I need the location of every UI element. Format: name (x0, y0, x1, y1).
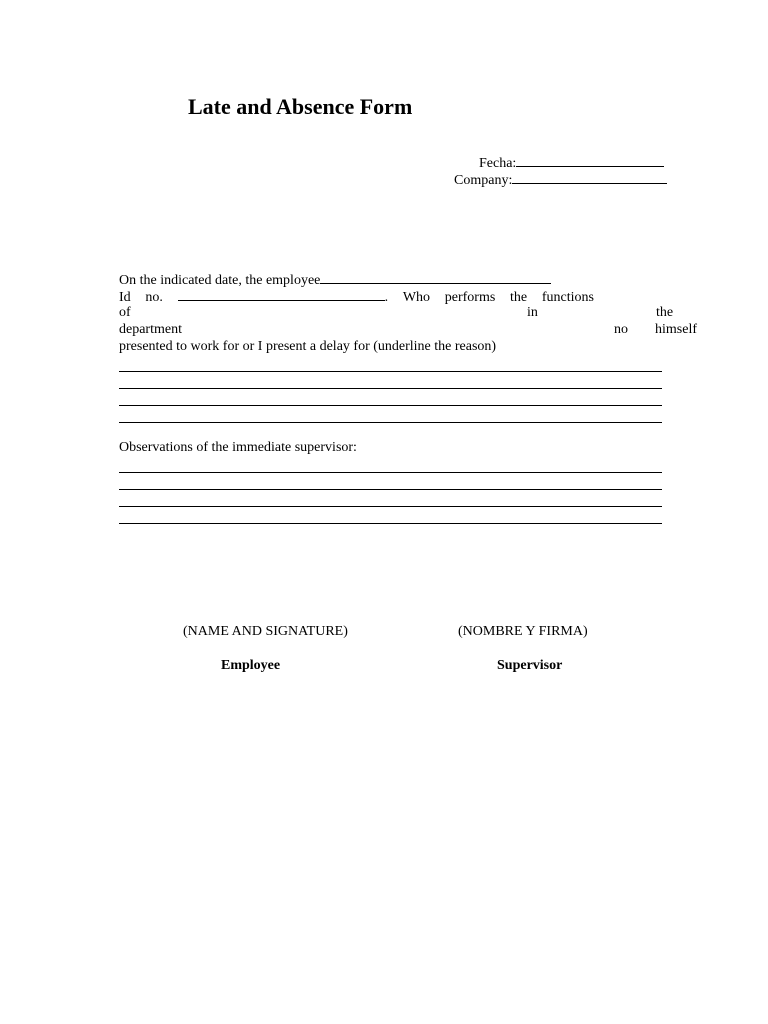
fecha-field[interactable] (516, 154, 664, 167)
id-number-field[interactable] (178, 288, 385, 301)
reason-line-2[interactable] (119, 388, 662, 389)
performs-word: performs (444, 290, 496, 305)
company-field[interactable] (512, 171, 667, 184)
observation-line-3[interactable] (119, 506, 662, 507)
reason-line-3[interactable] (119, 405, 662, 406)
no-word-2: no (614, 322, 628, 337)
of-word: of (119, 305, 131, 320)
the-word: the (510, 290, 528, 305)
employee-intro-text: On the indicated date, the employee (119, 273, 321, 288)
observation-line-4[interactable] (119, 523, 662, 524)
company-row (454, 171, 667, 189)
employee-role-label: Employee (221, 658, 281, 673)
id-row (119, 288, 594, 306)
observation-line-2[interactable] (119, 489, 662, 490)
no-word: no. (145, 290, 163, 305)
id-field-group (178, 288, 389, 306)
reason-line-4[interactable] (119, 422, 662, 423)
himself-word: himself (655, 322, 697, 337)
form-title: Late and Absence Form (188, 94, 413, 119)
reason-line-1[interactable] (119, 371, 662, 372)
reason-prompt: presented to work for or I present a delay for (underline the reason) (119, 339, 497, 354)
employee-row (119, 271, 551, 289)
fecha-row (479, 154, 664, 172)
functions-word: functions (541, 290, 594, 305)
the-word-2: the (656, 305, 674, 320)
period: . (384, 290, 389, 305)
fecha-label: Fecha: (479, 156, 517, 171)
in-word: in (527, 305, 538, 320)
department-word: department (119, 322, 182, 337)
who-word: Who (402, 290, 431, 305)
employee-signature-label: (NAME AND SIGNATURE) (183, 624, 348, 639)
supervisor-signature-label: (NOMBRE Y FIRMA) (458, 624, 588, 639)
employee-name-field[interactable] (320, 271, 551, 284)
supervisor-role-label: Supervisor (497, 658, 563, 673)
observation-line-1[interactable] (119, 472, 662, 473)
observations-label: Observations of the immediate supervisor: (119, 440, 357, 455)
company-label: Company: (454, 173, 513, 188)
id-word: Id (119, 290, 131, 305)
